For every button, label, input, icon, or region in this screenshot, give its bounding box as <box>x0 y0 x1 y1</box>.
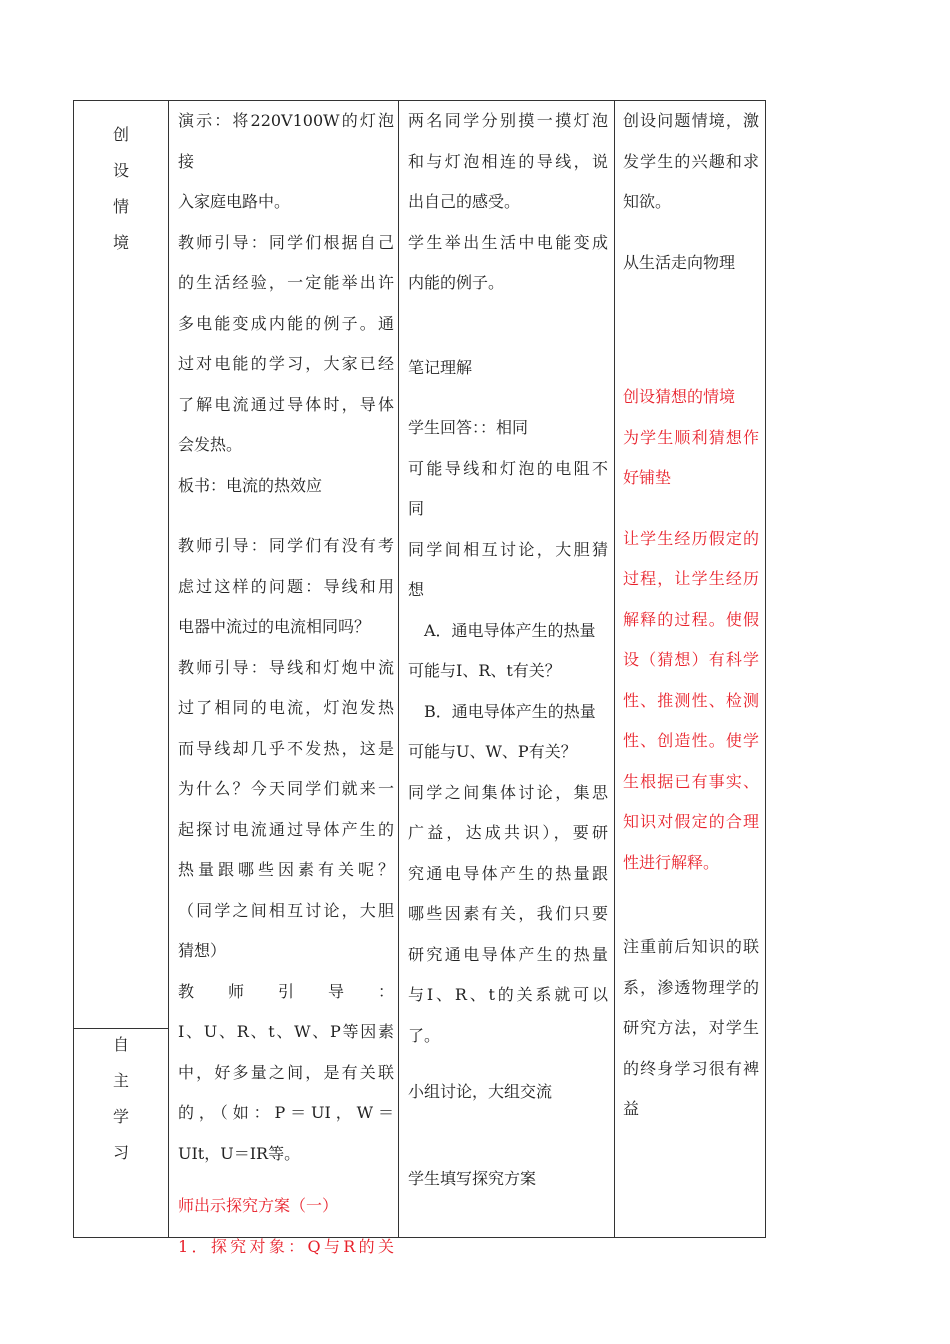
text-line-highlight: 过程，让学生经历 <box>623 569 759 588</box>
text-line: 过了相同的电流，灯泡发热 <box>178 698 394 717</box>
stage-label-create <box>74 117 168 261</box>
text-line: 教师引导：同学们有没有考 <box>178 536 394 555</box>
text-line: 系，渗透物理学的 <box>623 977 759 997</box>
text-line: 和与灯泡相连的导线，说 <box>408 151 608 171</box>
text-line-highlight: 为学生顺利猜想作 <box>623 427 759 447</box>
text-line-highlight: 创设猜想的情境 <box>623 387 736 406</box>
text-line: 学生回答：：相同 <box>408 418 529 437</box>
text-line: 会发热。 <box>178 435 243 454</box>
text-line: （同学之间相互讨论，大胆 <box>178 900 394 920</box>
text-line: 研究通电导体产生的热量 <box>408 944 608 964</box>
text-line: 发学生的兴趣和求 <box>623 151 759 171</box>
text-line: 究通电导体产生的热量跟 <box>408 863 608 883</box>
text-line: 学生举出生活中电能变成 <box>408 232 608 252</box>
text-line-highlight: 好铺垫 <box>623 468 672 487</box>
text-line: 多电能变成内能的例子。通 <box>178 313 394 333</box>
stage-char: 学 <box>112 1107 129 1126</box>
text-line: UIt，U＝IR等。 <box>178 1143 301 1163</box>
text-line: 与I、R、t的关系就可以 <box>408 985 608 1004</box>
text-line: 热量跟哪些因素有关呢？ <box>178 860 394 879</box>
text-line: 小组讨论，大组交流 <box>408 1082 553 1101</box>
text-line: 演示：将220V100W的灯泡接 <box>178 111 394 171</box>
text-line: 教师引导：同学们根据自己 <box>178 232 394 252</box>
stage-char: 设 <box>112 161 129 180</box>
text-line: 了。 <box>408 1025 441 1045</box>
text-line: 学生填写探究方案 <box>408 1168 537 1188</box>
stage-char: 习 <box>112 1143 129 1162</box>
text-line: 想 <box>408 580 425 599</box>
text-line: 研究方法，对学生 <box>623 1018 759 1037</box>
design-intent-column <box>623 101 759 1130</box>
text-line: 的终身学习很有裨 <box>623 1058 759 1078</box>
teacher-activity-column <box>178 101 394 1267</box>
text-line: 而导线却几乎不发热，这是 <box>178 738 394 758</box>
text-line-highlight: 性、创造性。使学 <box>623 731 759 750</box>
column-divider <box>614 101 615 1237</box>
text-line: 的生活经验，一定能举出许 <box>178 273 394 292</box>
text-line: 猜想） <box>178 941 227 960</box>
text-line-highlight: 生根据已有事实、 <box>623 771 759 791</box>
text-line: 两名同学分别摸一摸灯泡 <box>408 111 608 130</box>
stage-char: 创 <box>112 125 129 144</box>
text-line: 虑过这样的问题：导线和用 <box>178 576 394 596</box>
text-line: 可能与I、R、t有关？ <box>408 661 561 680</box>
text-line-highlight: 师出示探究方案（一） <box>178 1196 339 1215</box>
text-line-highlight: 解释的过程。使假 <box>623 609 759 629</box>
text-line: 起探讨电流通过导体产生的 <box>178 819 394 839</box>
text-line: 同学之间集体讨论，集思 <box>408 782 608 802</box>
column-divider <box>398 101 399 1237</box>
stage-char: 境 <box>112 233 129 252</box>
text-line: 从生活走向物理 <box>623 252 736 272</box>
text-line: 可能导线和灯泡的电阻不 <box>408 458 608 478</box>
column-divider <box>168 101 169 1237</box>
lesson-plan-table <box>73 100 766 1256</box>
text-line: 出自己的感受。 <box>408 192 521 211</box>
text-line: 教师引导：导线和灯炮中流 <box>178 657 394 677</box>
text-line: 注重前后知识的联 <box>623 937 759 956</box>
text-line-highlight: 设（猜想）有科学 <box>623 650 759 669</box>
text-line: 可能与U、W、P有关？ <box>408 742 577 761</box>
text-line: 为什么？今天同学们就来一 <box>178 779 394 798</box>
text-line: 同学间相互讨论，大胆猜 <box>408 539 608 559</box>
text-line: 知欲。 <box>623 192 672 211</box>
stage-label-self-study <box>74 1027 168 1171</box>
text-line-highlight: 性进行解释。 <box>623 852 720 872</box>
text-line-highlight: 1．探究对象：Q与R的关 <box>178 1236 394 1256</box>
text-line: I、U、R、t、W、P等因素 <box>178 1022 394 1041</box>
text-line: 同 <box>408 499 425 518</box>
stage-char: 主 <box>112 1071 129 1090</box>
text-line-highlight: 让学生经历假定的 <box>623 528 759 548</box>
text-line: 中，好多量之间，是有关联 <box>178 1062 394 1082</box>
text-line: 板书：电流的热效应 <box>178 475 323 495</box>
text-line: 内能的例子。 <box>408 273 505 292</box>
text-line: 了解电流通过导体时，导体 <box>178 394 394 414</box>
text-line: 益 <box>623 1099 640 1118</box>
text-line: 的，（如：P＝UI，W＝ <box>178 1103 394 1122</box>
text-line: 笔记理解 <box>408 357 473 377</box>
stage-char: 自 <box>112 1035 129 1054</box>
text-line: 广益，达成共识），要研 <box>408 823 608 842</box>
text-line-highlight: 性、推测性、检测 <box>623 690 759 710</box>
student-activity-column <box>408 101 608 1199</box>
text-line: 过对电能的学习，大家已经 <box>178 354 394 373</box>
text-line: A．通电导体产生的热量 <box>424 620 596 640</box>
text-line: B．通电导体产生的热量 <box>424 701 596 721</box>
text-line: 电器中流过的电流相同吗？ <box>178 617 371 636</box>
text-line: 创设问题情境，激 <box>623 111 759 130</box>
text-line: 教 师 引 导 ： <box>178 981 394 1001</box>
stage-char: 情 <box>112 197 129 216</box>
text-line: 入家庭电路中。 <box>178 192 291 211</box>
text-line: 哪些因素有关，我们只要 <box>408 904 608 923</box>
text-line-highlight: 知识对假定的合理 <box>623 812 759 831</box>
